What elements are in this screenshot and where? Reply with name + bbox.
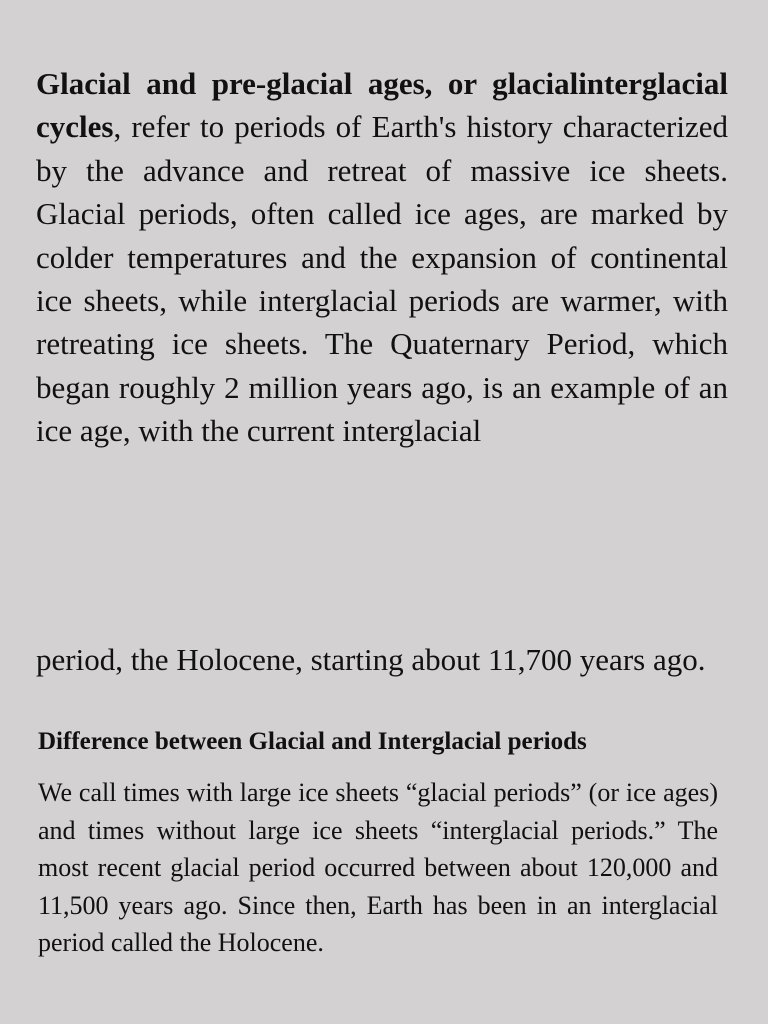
- section-heading: Difference between Glacial and Interglacial periods: [38, 728, 587, 755]
- section-body: We call times with large ice sheets “glacial periods” (or ice ages) and times without large ice sheets “interglacial periods.” The most recent glacial period occurred between about 120,000 and 11,500 years ago. Since then, Earth has been in an interglacial period called the Holocene.: [38, 778, 718, 957]
- intro-paragraph-continued: period, the Holocene, starting about 11,700 years ago.: [36, 642, 706, 677]
- intro-bold-term: Glacial and pre-glacial ages, or glacialinterglacial cycles: [36, 66, 728, 145]
- intro-text-part1: , refer to periods of Earth's history characterized by the advance and retreat of massive ice sheets. Glacial periods, often called ice ages, are marked by colder temperatures and the expansion of continental ice sheets, while interglacial periods are warmer, with retreating ice sheets. The Quaternary Period, which began roughly 2 million years ago, is an example of an ice age, with the current interglacial: [36, 109, 728, 449]
- intro-paragraph: [36, 62, 728, 453]
